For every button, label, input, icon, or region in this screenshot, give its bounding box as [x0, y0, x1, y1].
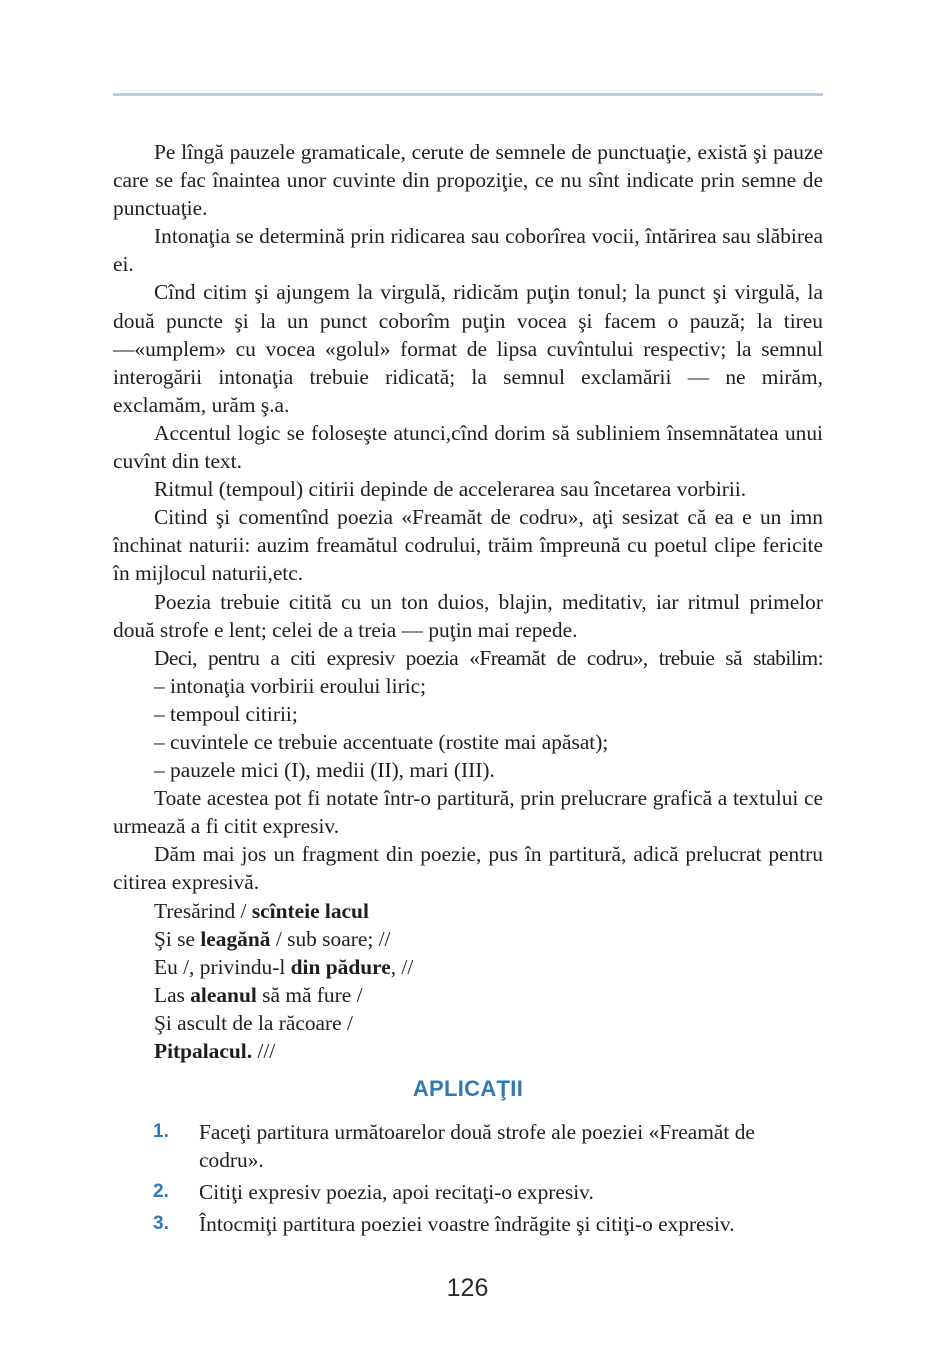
task-list	[113, 1118, 823, 1242]
task-text: Întocmiţi partitura poeziei voastre îndrăgite şi citiţi-o expresiv.	[199, 1212, 735, 1237]
list-item: – pauzele mici (I), medii (II), mari (III).	[154, 758, 495, 783]
task-number: 3.	[153, 1213, 169, 1235]
page-number: 126	[446, 1274, 489, 1302]
task-item	[113, 1178, 823, 1206]
poem-line: Pitpalacul. ///	[154, 1039, 276, 1063]
paragraph: Pe lîngă pauzele gramaticale, cerute de semnele de punctuaţie, există şi pauze care se fac înaintea unor cuvinte din propoziţie, ce nu sînt indicate prin semne de punctuaţie.	[113, 140, 823, 221]
paragraph: Ritmul (tempoul) citirii depinde de accelerarea sau încetarea vorbirii.	[154, 477, 747, 502]
task-text: Faceţi partitura următoarelor două strofe ale poeziei «Freamăt de codru».	[199, 1120, 755, 1173]
paragraph: Toate acestea pot fi notate într-o partitură, prin prelucrare grafică a textului ce urmează a fi citit expresiv.	[113, 786, 823, 839]
poem-line: Şi ascult de la răcoare /	[154, 1010, 353, 1035]
list-item: – tempoul citirii;	[154, 701, 298, 726]
paragraph: Dăm mai jos un fragment din poezie, pus în partitură, adică prelucrat pentru citirea expresivă.	[113, 842, 823, 895]
paragraph: Poezia trebuie citită cu un ton duios, blajin, meditativ, iar ritmul primelor două strofe e lent; celei de a treia — puţin mai repede.	[113, 589, 823, 642]
section-heading: APLICAŢII	[412, 1076, 524, 1101]
list-item: – intonaţia vorbirii eroului liric;	[154, 673, 427, 698]
list-item: – cuvintele ce trebuie accentuate (rostite mai apăsat);	[154, 729, 609, 754]
paragraph: Citind şi comentînd poezia «Freamăt de codru», aţi sesizat că ea e un imn închinat naturii: auzim freamătul codrului, trăim împreună cu poetul clipe fericite în mijlocul naturii,etc.	[113, 505, 823, 586]
paragraph: Accentul logic se foloseşte atunci,cînd dorim să subliniem însemnătatea unui cuvînt din text.	[113, 420, 823, 474]
task-number: 2.	[153, 1181, 169, 1203]
paragraph: Intonaţia se determină prin ridicarea sau coborîrea vocii, întărirea sau slăbirea ei.	[113, 224, 823, 277]
body-text	[113, 138, 823, 1065]
poem-line: Şi se leagănă / sub soare; //	[154, 926, 391, 951]
poem-line: Las aleanul să mă fure /	[154, 982, 363, 1007]
paragraph: Cînd citim şi ajungem la virgulă, ridicăm puţin tonul; la punct şi virgulă, la două puncte şi la un punct coborîm puţin vocea şi facem o pauză; la tireu —«umplem» cu vocea «golul» format de lipsa cuvîntului respectiv; la semnul interogării intonaţia trebuie ridicată; la semnul exclamării — ne mirăm, exclamăm, urăm ş.a.	[113, 280, 823, 417]
task-item	[113, 1118, 823, 1174]
poem-line: Tresărind / scînteie lacul	[154, 898, 369, 923]
paragraph: Deci, pentru a citi expresiv poezia «Freamăt de codru», trebuie să stabilim:	[154, 645, 823, 670]
poem-line: Eu /, privindu-l din pădure, //	[154, 954, 414, 979]
task-item	[113, 1210, 823, 1238]
header-rule	[113, 93, 823, 96]
task-text: Citiţi expresiv poezia, apoi recitaţi-o expresiv.	[199, 1180, 594, 1205]
task-number: 1.	[153, 1121, 169, 1142]
poem-fragment	[113, 897, 823, 1066]
